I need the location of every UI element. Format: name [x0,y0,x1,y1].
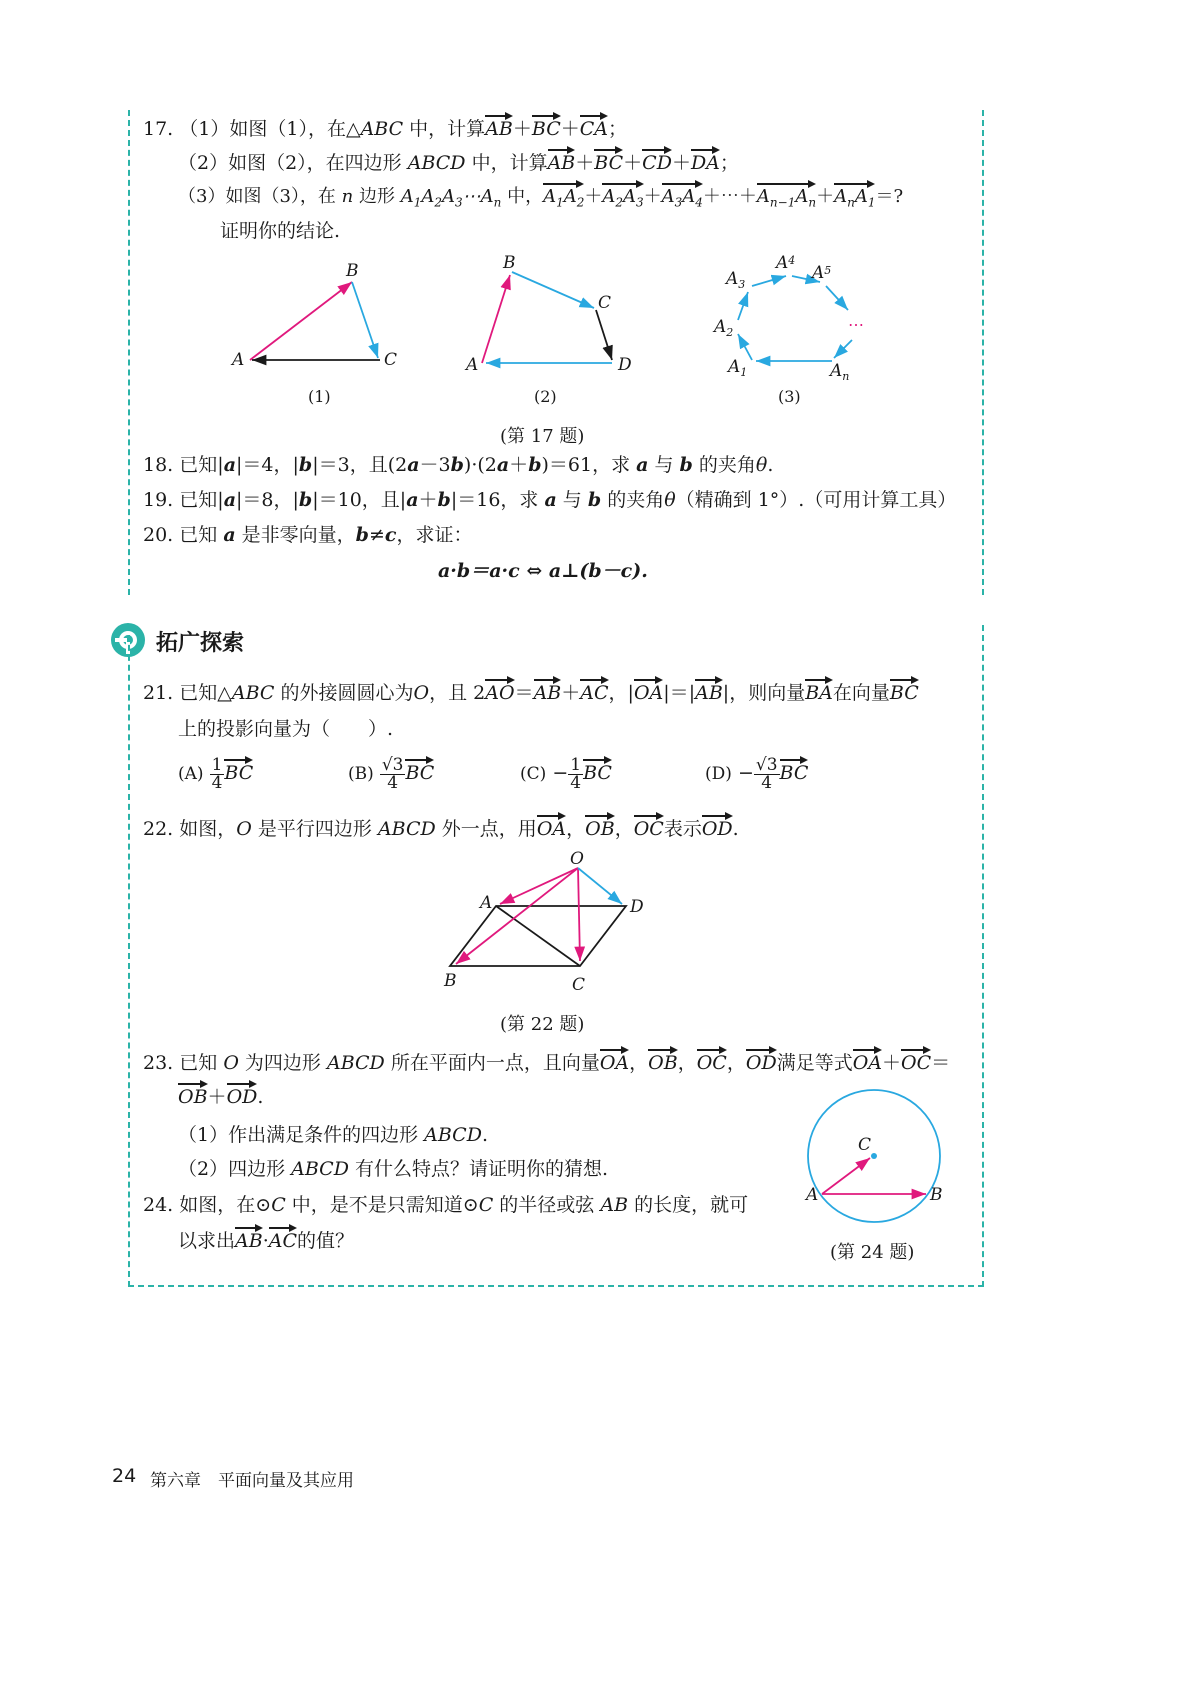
svg-text:A4: $A^4$ [776,253,796,273]
svg-text:C: C [858,1135,872,1155]
svg-text:C: C [384,350,398,370]
vec-BC: BC [532,112,561,140]
q22: 22. 如图，O 是平行四边形 ABCD 外一点，用OA，OB，OC表示OD. [143,812,739,841]
q17-caption: (第 17 题) [500,426,585,447]
q17-part3-line2: 证明你的结论. [220,220,341,242]
svg-text:A: A [466,355,479,375]
vector-BC [352,282,378,358]
q23-part1: （1）作出满足条件的四边形 ABCD. [178,1124,488,1146]
svg-text:D: D [618,355,632,375]
figure-3-polygon [712,253,864,383]
vec-AB: AB [485,112,513,140]
q17-part2: （2）如图（2），在四边形 ABCD 中，计算AB＋BC＋CD＋DA； [178,146,739,175]
q17-part1: 17. （1）如图（1），在△ABC 中，计算AB＋BC＋CA； [143,112,627,141]
svg-text:B: B [930,1185,943,1205]
fig3-label: (3) [778,387,801,406]
q24-line2: 以求出AB·AC的值？ [178,1224,354,1253]
chapter-title: 第六章 平面向量及其应用 [150,1471,354,1491]
svg-text:B: B [346,261,359,281]
q19: 19. 已知|a|＝8，|b|＝10，且|a＋b|＝16，求 a 与 b 的夹角θ（精确到 1°）.（可用计算工具） [143,489,957,511]
q23: 23. 已知 O 为四边形 ABCD 所在平面内一点，且向量OA，OB，OC，OD满足等式OA＋OC＝ [143,1046,950,1075]
q20-formula: a·b＝a·c ⇔ a⊥(b－c). [438,560,648,582]
svg-text:B: B [503,253,516,273]
q24: 24. 如图，在⊙C 中，是不是只需知道⊙C 的半径或弦 AB 的长度，就可 [143,1194,749,1216]
q21: 21. 已知△ABC 的外接圆圆心为O，且 2AO＝AB＋AC，|OA|＝|AB|，则向量BA在向量BC [143,676,919,705]
svg-text:A2: $A_2$ [714,317,734,339]
svg-text:A5: $A^5$ [812,263,832,283]
svg-text:⋯: ⋯ [848,315,864,334]
figure-2-quadrilateral [464,253,632,375]
svg-text:A: A [232,350,245,370]
fig1-label: (1) [308,387,331,406]
q21-option-b[interactable]: (B) $\frac{√3}{4}$ BC [348,754,435,793]
q17-figures [220,250,960,410]
svg-text:O: O [570,849,584,869]
svg-text:An: $A_n$ [830,361,850,383]
q21-option-c[interactable]: (C) − $\frac{1}{4}$ BC [520,754,612,793]
svg-text:C: C [598,293,612,313]
svg-text:A1: $A_1$ [728,357,748,379]
section-title: 拓广探索 [156,631,245,656]
q17-part3: （3）如图（3），在 n 边形 $A_1A_2A_3\cdots A_n$ 中，$A_1A_2+A_2A_3+A_3A_4+\cdots+A_{n-1}A_n+A_nA_1=$? [178,180,903,210]
q21-line2: 上的投影向量为（ ）. [178,718,394,740]
q18: 18. 已知|a|＝4，|b|＝3，且(2a－3b)·(2a＋b)＝61，求 a 与 b 的夹角θ. [143,454,774,476]
q22-caption: (第 22 题) [500,1014,585,1035]
vec-CA: CA [580,112,608,140]
q20: 20. 已知 a 是非零向量，b≠c，求证： [143,524,473,546]
svg-text:B: B [444,971,457,991]
q24-caption: (第 24 题) [830,1242,915,1263]
page-number: 24 [112,1465,137,1487]
vector-AB [250,282,352,360]
figure-1-triangle [230,261,397,370]
q21-option-a[interactable]: (A) $\frac{1}{4}$ BC [178,754,254,793]
svg-text:A: A [480,893,493,913]
svg-text:C: C [572,975,586,995]
fig2-label: (2) [534,387,557,406]
q23-part2: （2）四边形 ABCD 有什么特点？请证明你的猜想. [178,1158,609,1180]
q23-line2: OB＋OD. [178,1080,263,1109]
svg-text:A: A [806,1185,819,1205]
svg-text:A3: $A_3$ [726,269,746,291]
q24-figure [800,1086,960,1236]
q21-option-d[interactable]: (D) − $\frac{√3}{4}$ BC [705,754,809,793]
svg-text:D: D [630,897,644,917]
q22-figure [430,848,670,998]
